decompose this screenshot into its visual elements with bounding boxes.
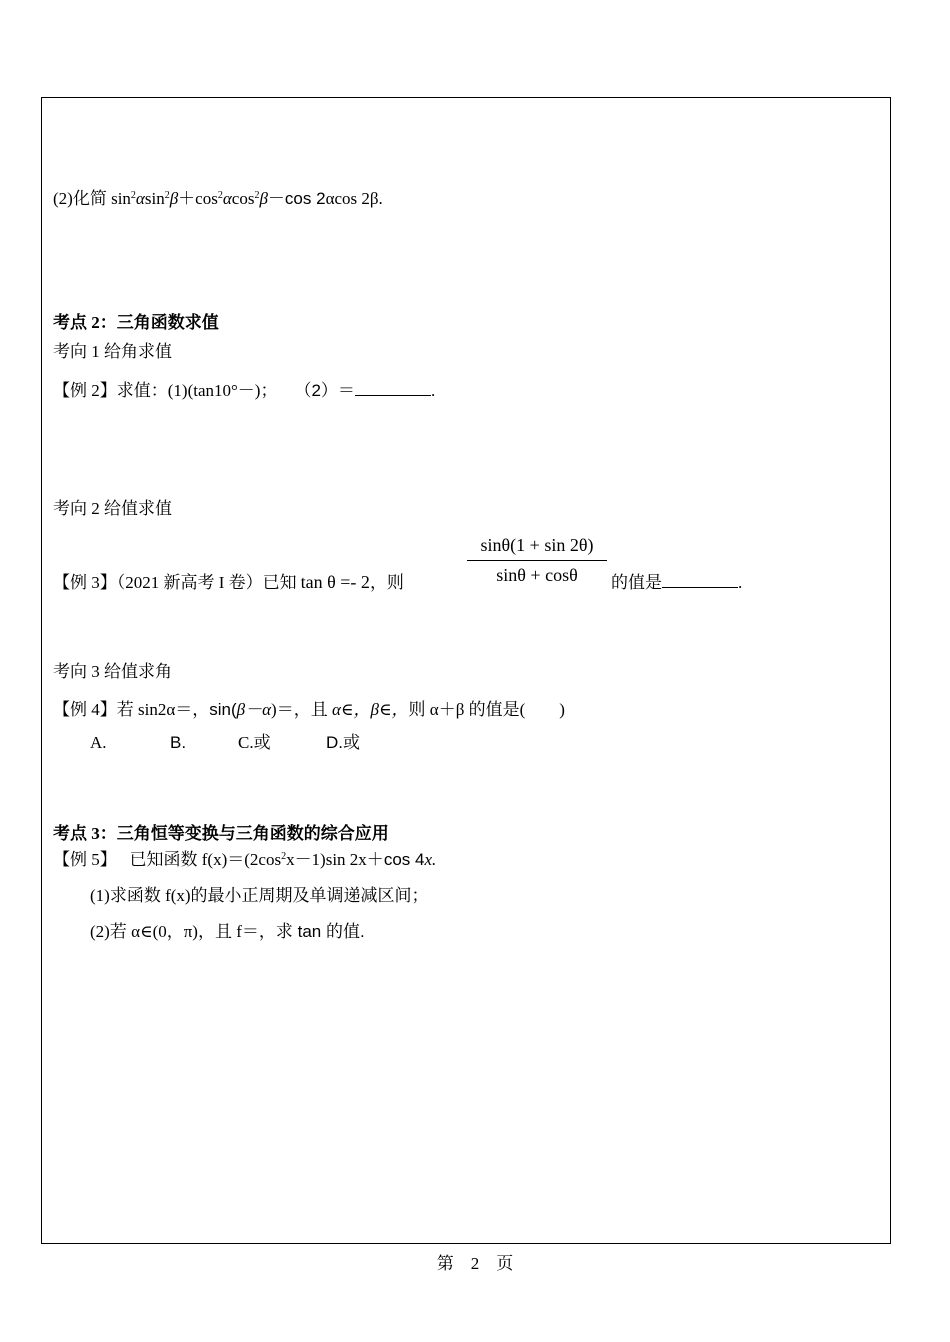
example-5: 【例 5】 已知函数 $f(x)=(2\cos^2x-1)\sin$ 2x＋cos 4x. [53, 850, 437, 869]
example-3: 【例 3】（2021 新高考 I 卷）已知 tan θ =- 2，则 [53, 572, 404, 592]
example-5-question-2: (2)若 α∈(0，π)，且 f＝，求 tan 的值. [90, 922, 365, 941]
answer-blank [355, 379, 431, 396]
example-3-fraction: $\frac{\sin\theta(1 + \sin 2\theta)}{\sin\theta + \cos\theta}$ [467, 535, 607, 586]
option-c: C.或 [238, 733, 271, 752]
example-4: 【例 4】若 sin2α＝，sin(β－α)＝，且 α∈，β∈，则 α＋β 的值是( ) [53, 700, 565, 719]
section-2-title: 考点 2：三角函数求值 [53, 313, 219, 332]
section-3-title: 考点 3：三角恒等变换与三角函数的综合应用 [53, 824, 389, 843]
example-5-question-1: (1)求函数 f(x)的最小正周期及单调递减区间； [90, 886, 429, 905]
answer-blank [662, 571, 738, 588]
option-d: D.或 [326, 733, 360, 752]
option-b: B. [170, 733, 187, 752]
direction-3: 考向 3 给值求角 [53, 662, 172, 681]
example-4-options [90, 732, 360, 754]
page-number: 第 2 页 [436, 1254, 514, 1273]
problem-1-part-2: (2)化简 $\sin^2\alpha\sin^2\beta+\cos^2\alpha\cos^2\beta-\cos$ 2αcos 2β. [53, 189, 383, 208]
direction-1: 考向 1 给角求值 [53, 342, 172, 361]
example-3-tail: 的值是 . [611, 573, 743, 592]
direction-2: 考向 2 给值求值 [53, 499, 172, 518]
example-2: 【例 2】求值：(1)(tan10°－)； （2）＝ . [53, 381, 436, 400]
option-a: A. [90, 733, 107, 752]
